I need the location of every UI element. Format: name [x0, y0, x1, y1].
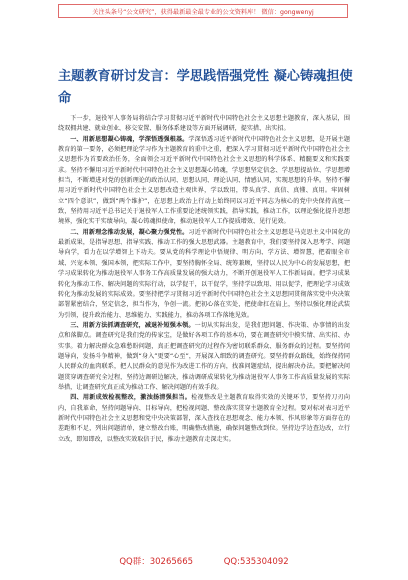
promo-banner: 关注头条号“公文研究”，获得最新最全最专业的公文资料库！ 微信：gongwenyj — [58, 4, 348, 18]
paragraph — [58, 393, 350, 445]
paragraph-text: 学深悟透习近平新时代中国特色社会主义思想，是开展主题教育的第一要务，必须把理论学习作为主题教育的重中之重，把深入学习贯彻习近平新时代中国特色社会主义思想作为首要政治任务，全面领会习近平新时代中国特色社会主义思想的科学体系、精髓要义和实践要求。坚持不懈用习近平新时代中国特色社会主义思想凝心铸魂，学思想坚定信念、学思想提站位、学思想增担当，不断增进对党的创新理论的政治认同、思想认同、理论认同、情感认同，实现思想的升华。坚持不懈用习近平新时代中国特色社会主义思想改造主观世界，学以致用，带头真学、真信、真懂、真用。牢固树立“四个意识”，做到“两个维护”，在思想上政治上行动上始终同以习近平同志为核心的党中央保持高度一致，坚持用习近平总书记关于退役军人工作重要论述统领实践，指导实践，推动工作，以理论强化提升思想境界，强化实干实绩导向，凝心铸魂担使命，推动退役军人工作提质增效、见行见效。 — [58, 135, 351, 226]
paragraph — [58, 135, 350, 228]
paragraph-lead: 四、用新成效检视整改，激浊扬清强担当。 — [70, 394, 192, 402]
page-title: 主题教育研讨发言：学思践悟强党性 凝心铸魂担使命 — [58, 69, 353, 106]
paragraph — [58, 114, 350, 135]
paragraph-text: 检视整改是主题教育取得实效的关键环节，要坚持刀刃向内，自我革命，坚持问题导向、目标导向，把检视问题、整改落实贯穿主题教育全过程。要对标对表习近平新时代中国特色社会主义思想和党中央决策部署，深入查找在思想观念、能力本领、作风形象等方面存在的差距和不足，列出问题清单，建立整改台账，明确整改措施，确保问题整改到位。坚持边学边查边改，立行立改，即知即改，以整改实效取信于民，推动主题教育走深走实。 — [58, 394, 351, 443]
paragraph-text: 一切从实际出发，是我们想问题、作决策、办事情的出发点和落脚点。调查研究是我们党的传家宝，是做好各项工作的基本功，要在调查研究中摸实情、出实招、办实事。着力解决群众急难愁盼问题，真正把调查研究的过程作为密切联系群众、服务群众的过程。要坚持问题导向，发扬斗争精神，做到“身入”更要“心至”，开展深入细致的调查研究。要坚持群众路线，始终保持同人民群众的血肉联系，把人民群众的意见作为改进工作的方向，找准问题症结，提出解决办法。要把解决问题贯穿调查研究全过程，坚持边调研边解决，推动调研成果转化为推动退役军人事务工作高质量发展的实际举措，让调查研究真正成为推动工作、解决问题的有效手段。 — [58, 321, 351, 391]
paragraph-lead: 三、用新方法抓调查研究，减退补短强本领。 — [70, 321, 195, 329]
paragraph-lead: 一、用新思想凝心铸魂，学深悟透强根基。 — [70, 135, 189, 143]
qq-text: QQ:535304092 — [223, 557, 289, 567]
paragraph — [58, 228, 350, 321]
document-body — [58, 114, 350, 445]
paragraph — [58, 321, 350, 393]
paragraph-lead: 二、用新理念推动发展，凝心聚力强党性。 — [70, 228, 189, 236]
paragraph-text: 下一步，退役军人事务局将结合学习贯彻习近平新时代中国特色社会主义思想主题教育，深入基层，围绕双拥共建、就业创业、移交安置、服务体系建设等方面开展调研，提实措、出实招。 — [58, 115, 350, 133]
contact-footer — [0, 555, 408, 567]
paragraph-text: 习近平新时代中国特色社会主义思想是马克思主义中国化的最新成果，是指导思想、指导实践、推动工作的强大思想武器。主题教育中，我们要坚持深入思考学、问题导向学，看力在以学增智上下功夫。要从党的科学理论中悟规律、明方向、学方法、增智慧，把着眼全市域、兴宠本领、强国本领，把实际工作中，要坚持胸怀全局、统筹兼顾，坚持以人民为中心的发展思想，把学习成果转化为推动退役军人事务工作高质量发展的强大动力，不断开创退役军人工作新局面。把学习成果转化为推动工作、解决问题的实际行动，以学促干，以干促学，坚持学以致用、用以促学，把理论学习成效转化为推动发展的实际成效。要坚持把学习贯彻习近平新时代中国特色社会主义思想同贯彻落实党中央决策部署紧密结合，坚定信念，担当作为，争创一流。把初心落在实处，把使命扛在肩上，坚持以强化理论武装为引领，提升政治能力、思维能力、实践能力，推动各项工作落地见效。 — [58, 228, 351, 319]
qq-group-text: QQ群：30265665 — [119, 557, 194, 567]
